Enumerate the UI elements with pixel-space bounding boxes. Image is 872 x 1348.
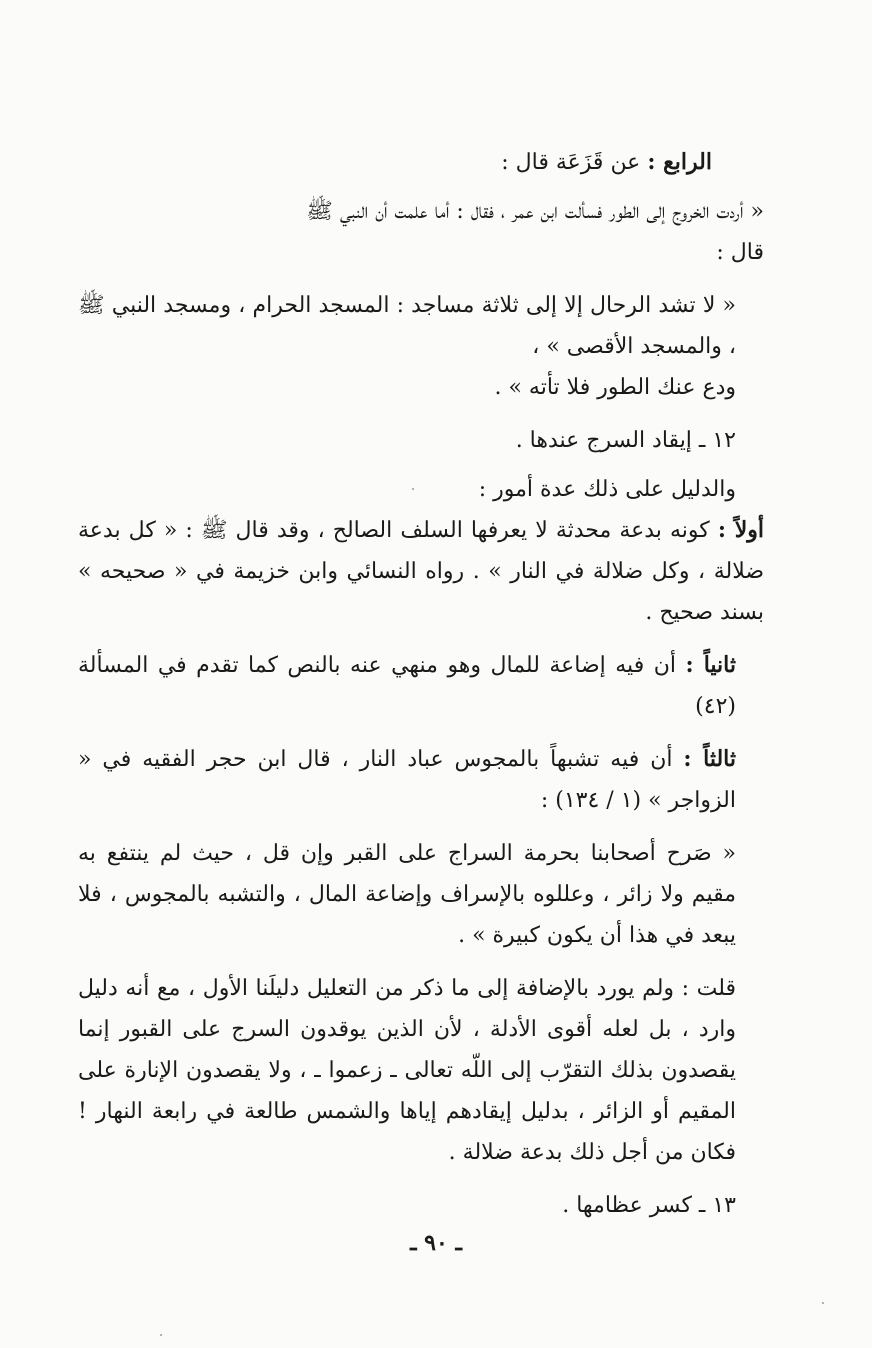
- fourth-text: عن قَزَعَة قال :: [501, 150, 648, 175]
- paragraph-narration-said: قال :: [716, 240, 764, 265]
- first-label: أولاً :: [717, 517, 764, 543]
- second-text: أن فيه إضاعة للمال وهو منهي عنه بالنص كما تقدم في المسألة (٤٢): [78, 653, 736, 719]
- third-label: ثالثاً :: [683, 746, 737, 772]
- paragraph-hadith-mosques: « لا تشد الرحال إلا إلى ثلاثة مساجد : المسجد الحرام ، ومسجد النبي ﷺ ، والمسجد الأقصى » ،: [78, 293, 736, 359]
- paragraph-first: [78, 510, 764, 633]
- fourth-label: الرابع :: [647, 149, 712, 175]
- paragraph-comment: قلت : ولم يورد بالإضافة إلى ما ذكر من التعليل دليلَنا الأول ، مع أنه دليل وارد ، بل لعله أقوى الأدلة ، لأن الذين يوقدون السرج على القبور إنما يقصدون بذلك التقرّب إلى اللّه تعالى ـ زعموا ـ ، ولا يقصدون الإنارة على المقيم أو الزائر ، بدليل إيقادهم إياها والشمس طالعة في رابعة النهار ! فكان من أجل ذلك بدعة ضلالة .: [78, 976, 737, 1165]
- paragraph-quote: « صَرح أصحابنا بحرمة السراج على القبر وإن قل ، حيث لم ينتفع به مقيم ولا زائر ، وعللوه بالإسراف وإضاعة المال ، والتشبه بالمجوس ، فلا يبعد في هذا أن يكون كبيرة » .: [78, 841, 736, 948]
- evidence-intro: والدليل على ذلك عدة أمور :: [478, 477, 736, 502]
- page-body: [78, 142, 764, 1226]
- third-text: أن فيه تشبهاً بالمجوس عباد النار ، قال ابن حجر الفقيه في « الزواجر » (١ / ١٣٤) :: [78, 747, 736, 813]
- scan-speck: [160, 1334, 162, 1336]
- scan-speck: [412, 488, 414, 490]
- paragraph-third: [78, 739, 764, 821]
- scan-speck: [822, 1302, 824, 1304]
- item-12-heading: ١٢ ـ إيقاد السرج عندها .: [515, 428, 736, 453]
- paragraph-leave-tur: ودع عنك الطور فلا تأته » .: [494, 375, 736, 400]
- paragraph-narration-start: « أردت الخروج إلى الطور فسألت ابن عمر ، فقال : أما علمت أن النبي ﷺ: [306, 199, 764, 224]
- paragraph-fourth: [78, 142, 764, 183]
- page-number: ـ ٩٠ ـ: [410, 1230, 462, 1256]
- paragraph-second: [78, 645, 764, 727]
- item-13-heading: ١٣ ـ كسر عظامها .: [562, 1193, 736, 1218]
- second-label: ثانياً :: [685, 652, 736, 678]
- first-text: كونه بدعة محدثة لا يعرفها السلف الصالح ، وقد قال ﷺ : « كل بدعة ضلالة ، وكل ضلالة في النار » . رواه النسائي وابن خزيمة في « صحيحه » بسند صحيح .: [78, 518, 764, 625]
